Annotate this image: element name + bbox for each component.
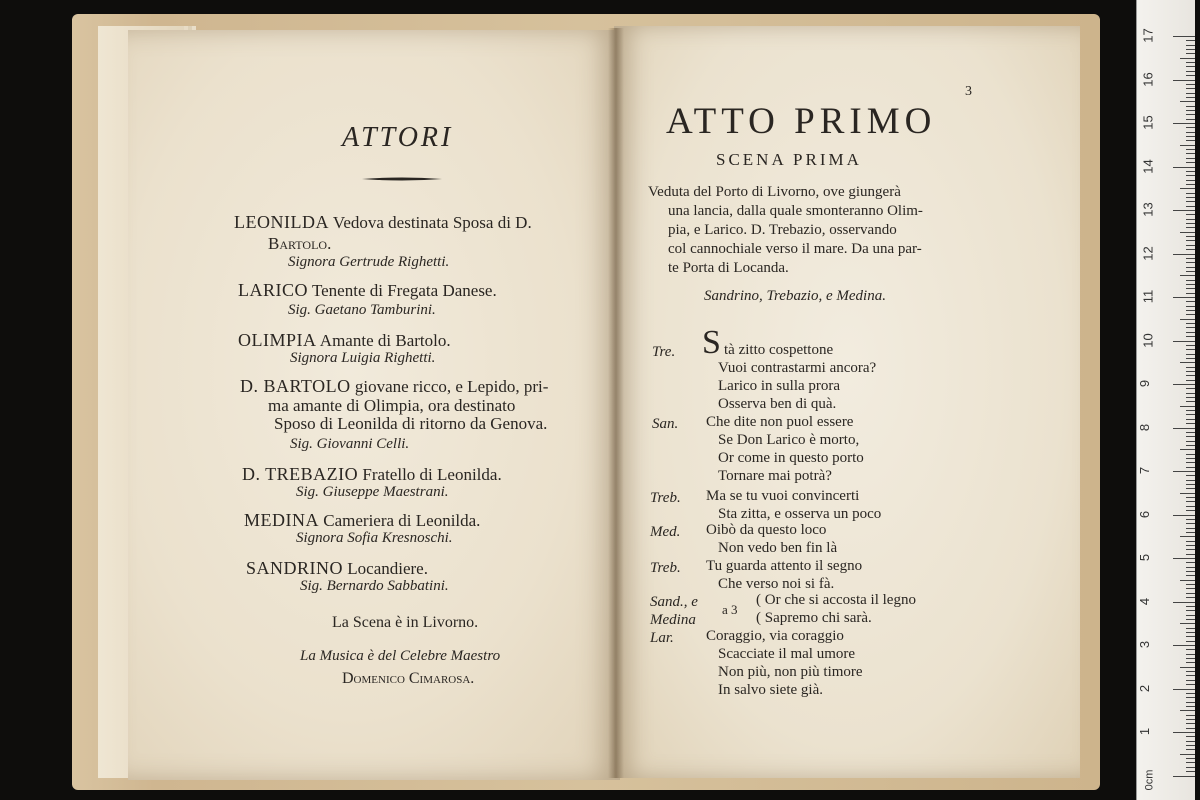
speaker: Treb. xyxy=(650,560,681,576)
ruler-tick xyxy=(1186,728,1195,729)
ruler-tick xyxy=(1186,249,1195,250)
ruler-tick xyxy=(1186,562,1195,563)
ruler-tick xyxy=(1186,445,1195,446)
verse-line: Se Don Larico è morto, xyxy=(718,432,860,448)
ruler-tick xyxy=(1186,571,1195,572)
ruler-tick xyxy=(1186,127,1195,128)
singer-medina: Signora Sofia Kresnoschi. xyxy=(296,530,453,546)
ruler-tick xyxy=(1173,384,1195,385)
ruler-tick xyxy=(1186,523,1195,524)
ruler-tick xyxy=(1186,519,1195,520)
ruler-tick xyxy=(1173,602,1195,603)
ruler-tick xyxy=(1186,567,1195,568)
verse-line: Che verso noi si fà. xyxy=(718,576,835,592)
role-bartolo-cont2: Sposo di Leonilda di ritorno da Genova. xyxy=(274,414,548,433)
ruler-tick xyxy=(1186,310,1195,311)
ruler-tick xyxy=(1186,549,1195,550)
verse-line: Scacciate il mal umore xyxy=(718,646,856,662)
ruler-tick xyxy=(1186,371,1195,372)
ruler-tick xyxy=(1186,610,1195,611)
ruler-tick xyxy=(1186,528,1195,529)
ruler-number: 4 xyxy=(1137,597,1153,605)
ruler-tick xyxy=(1186,271,1195,272)
speaker: Lar. xyxy=(650,630,674,646)
ruler-tick xyxy=(1186,593,1195,594)
ruler-number: 2 xyxy=(1137,684,1153,692)
ruler-tick xyxy=(1186,171,1195,172)
ruler-tick xyxy=(1186,84,1195,85)
ruler-tick xyxy=(1186,506,1195,507)
singer-leonilda: Signora Gertrude Righetti. xyxy=(288,254,450,270)
ruler-tick xyxy=(1186,719,1195,720)
verse-line: Ma se tu vuoi convincerti xyxy=(706,488,860,504)
role-larico: LARICO Tenente di Fregata Danese. xyxy=(238,280,497,300)
ruler-tick xyxy=(1186,414,1195,415)
ruler-tick xyxy=(1186,227,1195,228)
stage-direction-line: col cannochiale verso il mare. Da una par- xyxy=(668,241,922,257)
ruler-tick xyxy=(1186,158,1195,159)
ruler-tick xyxy=(1186,501,1195,502)
stage-direction-line: pia, e Larico. D. Trebazio, osservando xyxy=(668,222,897,238)
ruler-tick xyxy=(1186,62,1195,63)
verse-line: Non vedo ben fin là xyxy=(718,540,838,556)
ruler-tick xyxy=(1186,510,1195,511)
ruler-tick xyxy=(1186,153,1195,154)
a3-marker: a 3 xyxy=(722,602,738,617)
verse-line: Coraggio, via coraggio xyxy=(706,628,844,644)
ruler-tick xyxy=(1180,101,1195,102)
ruler-tick xyxy=(1186,684,1195,685)
ruler-tick xyxy=(1186,75,1195,76)
role-leonilda-cont: Bartolo. xyxy=(268,234,332,253)
ruler-tick xyxy=(1186,66,1195,67)
ruler-tick xyxy=(1186,706,1195,707)
ruler-tick xyxy=(1173,167,1195,168)
ruler-tick xyxy=(1186,458,1195,459)
ruler-tick xyxy=(1173,776,1195,777)
ruler-tick xyxy=(1173,254,1195,255)
verse-line: Sta zitta, e osserva un poco xyxy=(718,506,882,522)
ruler-tick xyxy=(1186,262,1195,263)
ruler-number: 13 xyxy=(1140,202,1156,217)
verse-line: Larico in sulla prora xyxy=(718,378,841,394)
ruler-number: 6 xyxy=(1137,510,1153,518)
verse-line: Che dite non puol essere xyxy=(706,414,854,430)
ruler-tick xyxy=(1173,471,1195,472)
composer: Domenico Cimarosa. xyxy=(342,670,475,687)
verse-line: ( Or che si accosta il legno xyxy=(756,592,916,608)
ruler-tick xyxy=(1186,488,1195,489)
ruler-tick xyxy=(1186,419,1195,420)
ruler-tick xyxy=(1186,367,1195,368)
role-leonilda: LEONILDA Vedova destinata Sposa di D. xyxy=(234,212,532,232)
ruler-unit: 0cm xyxy=(1143,769,1156,791)
ruler-tick xyxy=(1180,58,1195,59)
ruler-tick xyxy=(1173,341,1195,342)
ruler-tick xyxy=(1186,332,1195,333)
ruler-tick xyxy=(1180,145,1195,146)
ruler-tick xyxy=(1173,645,1195,646)
verse-line: In salvo siete già. xyxy=(718,682,823,698)
ruler-tick xyxy=(1186,149,1195,150)
drop-cap: S xyxy=(702,324,721,361)
ruler-tick xyxy=(1186,240,1195,241)
ruler-tick xyxy=(1180,275,1195,276)
ruler-tick xyxy=(1186,354,1195,355)
ruler-tick xyxy=(1186,114,1195,115)
ruler-tick xyxy=(1186,441,1195,442)
ruler-tick xyxy=(1186,619,1195,620)
ruler-tick xyxy=(1186,106,1195,107)
ruler-tick xyxy=(1180,754,1195,755)
ruler-tick xyxy=(1186,184,1195,185)
ruler-tick xyxy=(1186,541,1195,542)
ruler-tick xyxy=(1186,532,1195,533)
page-number: 3 xyxy=(965,84,972,99)
singer-olimpia: Signora Luigia Righetti. xyxy=(290,350,436,366)
ruler-tick xyxy=(1186,284,1195,285)
ruler-tick xyxy=(1186,410,1195,411)
ruler-tick xyxy=(1186,715,1195,716)
ruler-tick xyxy=(1186,462,1195,463)
ruler-tick xyxy=(1186,671,1195,672)
ruler-tick xyxy=(1186,236,1195,237)
ruler-tick xyxy=(1186,132,1195,133)
ruler-tick xyxy=(1173,428,1195,429)
ornament-rule xyxy=(362,176,442,182)
role-bartolo: D. BARTOLO giovane ricco, e Lepido, pri- xyxy=(240,376,549,396)
ruler-tick xyxy=(1180,493,1195,494)
book-gutter xyxy=(608,28,624,778)
ruler-tick xyxy=(1186,641,1195,642)
speaker: Medina xyxy=(650,612,696,628)
scene-note: La Scena è in Livorno. xyxy=(332,614,479,631)
ruler-tick xyxy=(1186,654,1195,655)
ruler-tick xyxy=(1186,93,1195,94)
verse-line: tà zitto cospettone xyxy=(724,342,834,358)
ruler-tick xyxy=(1186,432,1195,433)
ruler-tick xyxy=(1186,649,1195,650)
ruler-number: 16 xyxy=(1140,71,1156,87)
ruler-tick xyxy=(1186,201,1195,202)
ruler-tick xyxy=(1173,36,1195,37)
ruler-tick xyxy=(1186,697,1195,698)
ruler-tick xyxy=(1186,358,1195,359)
ruler-tick xyxy=(1186,680,1195,681)
ruler-number: 7 xyxy=(1137,466,1153,475)
ruler-tick xyxy=(1186,436,1195,437)
speaker: Sand., e xyxy=(650,594,698,610)
ruler-tick xyxy=(1186,45,1195,46)
ruler-tick xyxy=(1186,280,1195,281)
ruler-tick xyxy=(1180,623,1195,624)
verse-line: Osserva ben di quà. xyxy=(718,396,837,412)
role-olimpia: OLIMPIA Amante di Bartolo. xyxy=(238,330,451,350)
ruler-tick xyxy=(1186,636,1195,637)
ruler-tick xyxy=(1186,267,1195,268)
ruler-tick xyxy=(1180,362,1195,363)
ruler-tick xyxy=(1186,575,1195,576)
ruler-tick xyxy=(1186,314,1195,315)
role-bartolo-cont: ma amante di Olimpia, ora destinato xyxy=(268,396,516,415)
ruler-number: 9 xyxy=(1137,379,1153,388)
ruler-tick xyxy=(1186,219,1195,220)
ruler-tick xyxy=(1186,375,1195,376)
ruler-tick xyxy=(1186,675,1195,676)
ruler-tick xyxy=(1173,689,1195,690)
verse-line: ( Sapremo chi sarà. xyxy=(756,610,872,626)
ruler-tick xyxy=(1180,188,1195,189)
ruler-number: 12 xyxy=(1140,245,1156,261)
ruler-tick xyxy=(1186,702,1195,703)
ruler-tick xyxy=(1186,423,1195,424)
ruler-tick xyxy=(1186,484,1195,485)
ruler-tick xyxy=(1186,345,1195,346)
verse-line: Non più, non più timore xyxy=(718,664,863,680)
ruler-tick xyxy=(1186,723,1195,724)
ruler-tick xyxy=(1186,175,1195,176)
verse-line: Tornare mai potrà? xyxy=(718,468,832,484)
ruler-tick xyxy=(1186,762,1195,763)
ruler-tick xyxy=(1186,475,1195,476)
ruler-number: 8 xyxy=(1137,423,1153,431)
ruler-tick xyxy=(1186,162,1195,163)
ruler-tick xyxy=(1186,293,1195,294)
ruler-tick xyxy=(1186,110,1195,111)
ruler-tick xyxy=(1186,749,1195,750)
ruler-tick xyxy=(1186,745,1195,746)
characters-on-stage: Sandrino, Trebazio, e Medina. xyxy=(704,288,886,304)
ruler-tick xyxy=(1186,454,1195,455)
ruler-tick xyxy=(1173,558,1195,559)
ruler-number: 11 xyxy=(1140,289,1156,304)
ruler-number: 10 xyxy=(1140,332,1156,348)
verse-line: Tu guarda attento il segno xyxy=(706,558,863,574)
ruler-tick xyxy=(1186,258,1195,259)
ruler-tick xyxy=(1186,214,1195,215)
ruler-tick xyxy=(1186,397,1195,398)
ruler-tick xyxy=(1186,628,1195,629)
ruler-tick xyxy=(1186,467,1195,468)
ruler-tick xyxy=(1186,327,1195,328)
ruler-tick xyxy=(1186,554,1195,555)
ruler-number: 1 xyxy=(1137,727,1153,736)
speaker: Tre. xyxy=(652,344,676,360)
ruler-tick xyxy=(1186,693,1195,694)
ruler-tick xyxy=(1186,662,1195,663)
scene-title: SCENA PRIMA xyxy=(716,150,862,169)
ruler-tick xyxy=(1186,401,1195,402)
speaker: Treb. xyxy=(650,490,681,506)
role-trebazio: D. TREBAZIO Fratello di Leonilda. xyxy=(242,464,502,484)
speaker: Med. xyxy=(650,524,681,540)
verse-line: Oibò da questo loco xyxy=(706,522,827,538)
ruler-tick xyxy=(1186,741,1195,742)
ruler-tick xyxy=(1186,393,1195,394)
ruler-tick xyxy=(1180,536,1195,537)
ruler-tick xyxy=(1180,667,1195,668)
ruler-number: 5 xyxy=(1137,553,1153,562)
verse-line: Vuoi contrastarmi ancora? xyxy=(718,360,877,376)
ruler-tick xyxy=(1186,771,1195,772)
ruler-tick xyxy=(1180,406,1195,407)
role-medina: MEDINA Cameriera di Leonilda. xyxy=(244,510,481,530)
ruler-tick xyxy=(1186,658,1195,659)
ruler-tick xyxy=(1186,480,1195,481)
ruler-tick xyxy=(1186,193,1195,194)
ruler-tick xyxy=(1186,588,1195,589)
ruler-tick xyxy=(1186,632,1195,633)
ruler-tick xyxy=(1180,319,1195,320)
ruler-number: 15 xyxy=(1140,115,1156,130)
measuring-ruler xyxy=(1136,0,1195,800)
ruler-tick xyxy=(1186,136,1195,137)
ruler-tick xyxy=(1180,449,1195,450)
stage-direction-line: una lancia, dalla quale smonteranno Olim- xyxy=(668,203,923,219)
ruler-tick xyxy=(1180,580,1195,581)
ruler-tick xyxy=(1186,758,1195,759)
ruler-tick xyxy=(1186,88,1195,89)
ruler-tick xyxy=(1186,336,1195,337)
ruler-tick xyxy=(1186,180,1195,181)
ruler-tick xyxy=(1186,119,1195,120)
ruler-tick xyxy=(1180,710,1195,711)
singer-sandrino: Sig. Bernardo Sabbatini. xyxy=(300,578,449,594)
ruler-tick xyxy=(1186,49,1195,50)
stage-direction-line: Veduta del Porto di Livorno, ove giungerà xyxy=(648,184,901,200)
ruler-number: 3 xyxy=(1137,640,1153,649)
speaker: San. xyxy=(652,416,679,432)
ruler-tick xyxy=(1186,53,1195,54)
music-note: La Musica è del Celebre Maestro xyxy=(300,648,501,664)
ruler-tick xyxy=(1186,388,1195,389)
ruler-tick xyxy=(1186,584,1195,585)
stage-direction-line: te Porta di Locanda. xyxy=(668,260,789,276)
ruler-tick xyxy=(1186,380,1195,381)
ruler-tick xyxy=(1173,123,1195,124)
ruler-tick xyxy=(1186,323,1195,324)
singer-bartolo: Sig. Giovanni Celli. xyxy=(290,436,410,452)
ruler-tick xyxy=(1186,197,1195,198)
ruler-tick xyxy=(1186,736,1195,737)
singer-larico: Sig. Gaetano Tamburini. xyxy=(288,302,436,318)
cast-title: ATTORI xyxy=(342,122,454,153)
ruler-tick xyxy=(1186,306,1195,307)
role-sandrino: SANDRINO Locandiere. xyxy=(246,558,428,578)
ruler-tick xyxy=(1186,288,1195,289)
ruler-tick xyxy=(1186,606,1195,607)
ruler-tick xyxy=(1186,223,1195,224)
ruler-tick xyxy=(1186,597,1195,598)
ruler-tick xyxy=(1186,615,1195,616)
ruler-tick xyxy=(1173,297,1195,298)
ruler-tick xyxy=(1186,206,1195,207)
ruler-tick xyxy=(1186,40,1195,41)
ruler-tick xyxy=(1186,71,1195,72)
verse-line: Or come in questo porto xyxy=(718,450,864,466)
ruler-tick xyxy=(1186,349,1195,350)
ruler-tick xyxy=(1173,732,1195,733)
ruler-tick xyxy=(1186,140,1195,141)
ruler-tick xyxy=(1173,210,1195,211)
ruler-number: 14 xyxy=(1140,158,1156,174)
ruler-tick xyxy=(1173,515,1195,516)
ruler-tick xyxy=(1186,767,1195,768)
ruler-tick xyxy=(1180,232,1195,233)
ruler-tick xyxy=(1186,545,1195,546)
ruler-tick xyxy=(1186,301,1195,302)
ruler-tick xyxy=(1186,245,1195,246)
ruler-tick xyxy=(1186,97,1195,98)
ruler-tick xyxy=(1186,497,1195,498)
act-title: ATTO PRIMO xyxy=(666,101,937,142)
ruler-number: 17 xyxy=(1140,28,1156,43)
singer-trebazio: Sig. Giuseppe Maestrani. xyxy=(296,484,449,500)
ruler-tick xyxy=(1173,80,1195,81)
